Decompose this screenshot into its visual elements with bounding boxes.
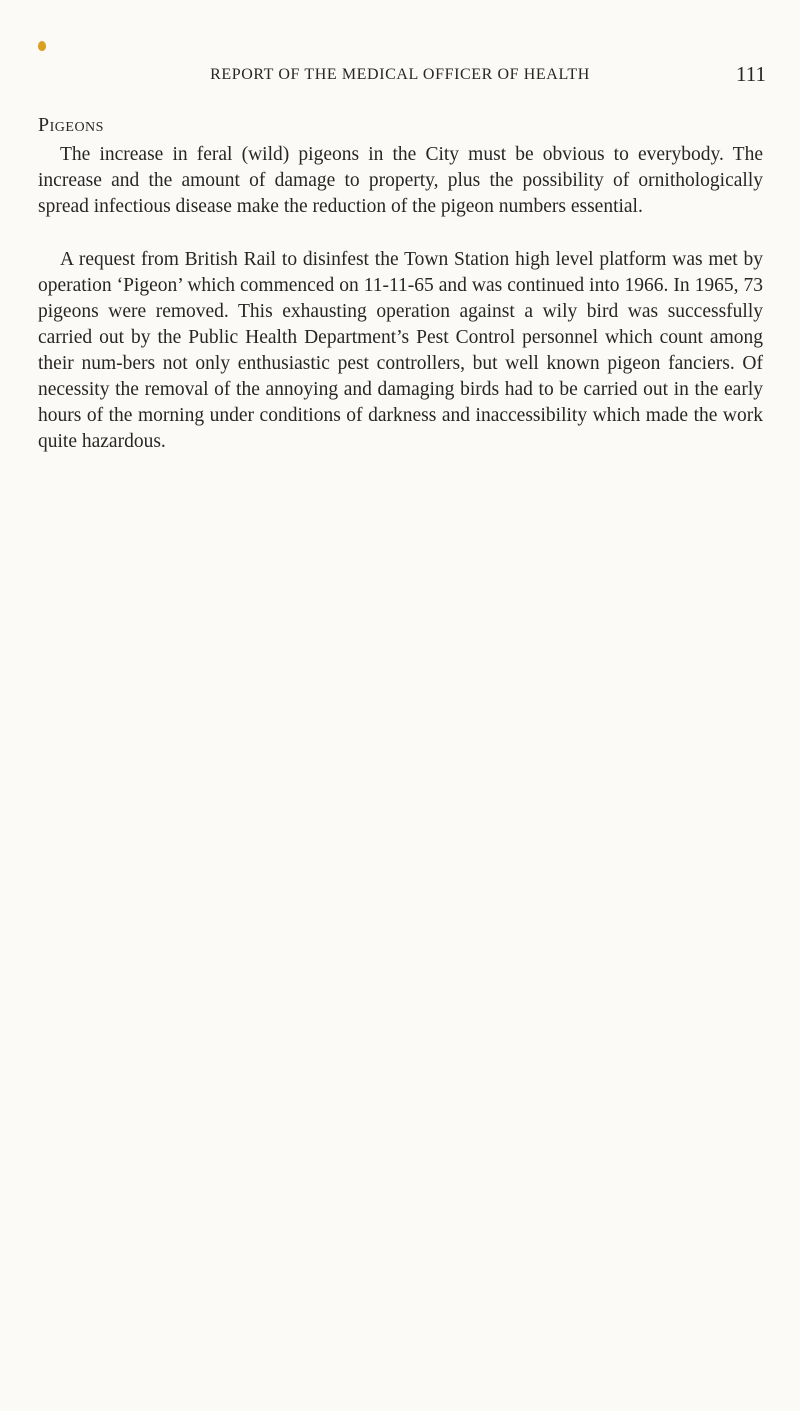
running-header: REPORT OF THE MEDICAL OFFICER OF HEALTH bbox=[210, 66, 590, 83]
paragraph-1 bbox=[38, 142, 763, 220]
ink-mark bbox=[38, 41, 46, 51]
paragraph-2 bbox=[38, 247, 763, 455]
paragraph-text: The increase in feral (wild) pigeons in the City must be obvious to everybody. The increase and the amount of damage to property, plus the possibility of ornithologically spread infectious disease make the reduction of the pigeon numbers essential. bbox=[38, 144, 763, 217]
page-number: 111 bbox=[736, 62, 766, 86]
section-title: Pigeons bbox=[38, 114, 104, 136]
paragraph-text: A request from British Rail to disinfest the Town Station high level platform was met by operation ‘Pigeon’ which commenced on 11-11-65 and was continued into 1966. In 1965, 73 pigeons were removed. This exhausting operation against a wily bird was successfully carried out by the Public Health Department’s Pest Control personnel which count among their num-bers not only enthusiastic pest controllers, but well known pigeon fanciers. Of necessity the removal of the annoying and damaging birds had to be carried out in the early hours of the morning under conditions of darkness and inaccessibility which made the work quite hazardous. bbox=[38, 249, 763, 452]
